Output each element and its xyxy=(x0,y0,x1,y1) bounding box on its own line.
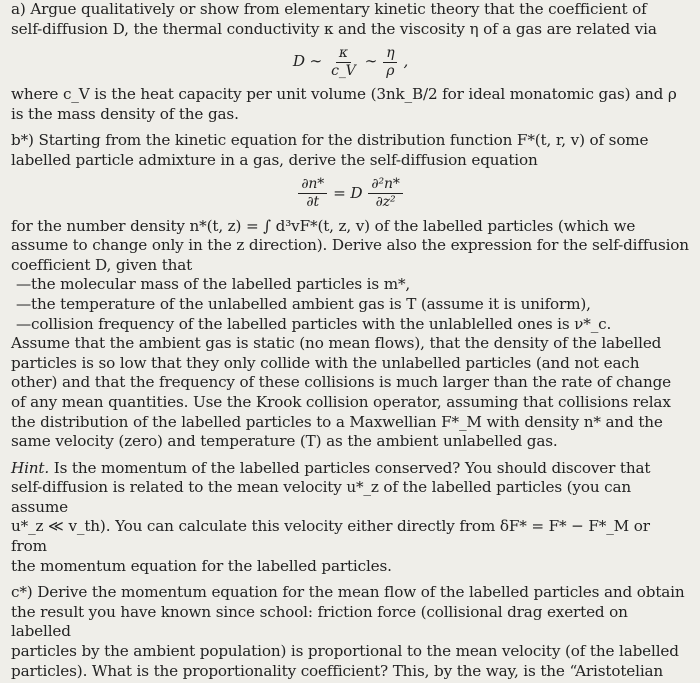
part-a-line-2: self-diffusion D, the thermal conductivity κ and the viscosity η of a gas are related via xyxy=(11,19,657,38)
denominator: c_V xyxy=(331,62,356,79)
hint-label: Hint. xyxy=(11,458,50,477)
part-a-line-4: is the mass density of the gas. xyxy=(11,104,239,123)
part-b-line-9: of any mean quantities. Use the Krook collision operator, assuming that collisions relax xyxy=(11,392,671,411)
numerator: κ xyxy=(336,45,351,63)
hint xyxy=(11,459,690,577)
part-c-line-1: c*) Derive the momentum equation for the mean flow of the labelled particles and obtain xyxy=(11,583,685,602)
part-b-line-4: assume to change only in the z direction). Derive also the expression for the self-diffusion xyxy=(11,236,689,255)
part-c-line-4: particles). What is the proportionality coefficient? This, by the way, is the “Aristotelian xyxy=(11,661,664,680)
eq-mid: = D xyxy=(333,183,363,202)
given-item-collision-frequency: —collision frequency of the labelled particles with the unlablelled ones is ν*_c. xyxy=(16,314,612,333)
given-item-mass: —the molecular mass of the labelled particles is m*, xyxy=(16,275,411,294)
part-b-line-3: for the number density n*(t, z) = ∫ d³vF*(t, z, v) of the labelled particles (which we xyxy=(11,216,636,235)
part-b-line-8: other) and that the frequency of these collisions is much larger than the rate of change xyxy=(11,373,671,392)
numerator: ∂²n* xyxy=(368,176,402,194)
eq-end: , xyxy=(403,52,409,71)
fraction-eta-over-rho xyxy=(383,45,397,80)
hint-line-1 xyxy=(11,459,690,479)
part-b-line-6: Assume that the ambient gas is static (no mean flows), that the density of the labelled xyxy=(11,334,662,353)
hint-line-3: u*_z ≪ v_th). You can calculate this velocity either directly from δF* = F* − F*_M or from xyxy=(11,517,650,556)
eq-sim: ∼ xyxy=(364,52,378,71)
part-c-line-2: the result you have known since school: friction force (collisional drag exerted on labelled xyxy=(11,602,628,641)
part-b xyxy=(11,131,690,451)
part-a-line-3: where c_V is the heat capacity per unit volume (3nk_B/2 for ideal monatomic gas) and ρ xyxy=(11,85,677,104)
part-a-line-1: a) Argue qualitatively or show from elementary kinetic theory that the coefficient of xyxy=(11,0,647,18)
part-c xyxy=(11,583,690,681)
part-b-line-7: particles is so low that they only collide with the unlabelled particles (and not each xyxy=(11,353,640,372)
hint-line-4: the momentum equation for the labelled particles. xyxy=(11,556,392,575)
part-b-line-2: labelled particle admixture in a gas, derive the self-diffusion equation xyxy=(11,150,538,169)
equation-transport-relation xyxy=(11,39,690,85)
fraction-d2n-dz2 xyxy=(368,176,402,211)
equation-self-diffusion xyxy=(11,171,690,217)
part-a xyxy=(11,0,690,124)
denominator: ∂t xyxy=(306,194,319,211)
eq-lhs: D ∼ xyxy=(292,52,323,71)
part-c-line-3: particles by the ambient population) is proportional to the mean velocity (of the labelled xyxy=(11,642,679,661)
denominator: ρ xyxy=(386,62,395,79)
denominator: ∂z² xyxy=(375,194,396,211)
numerator: ∂n* xyxy=(298,176,327,194)
numerator: η xyxy=(383,45,397,63)
part-b-line-11: same velocity (zero) and temperature (T) as the ambient unlabelled gas. xyxy=(11,432,558,451)
part-b-line-1: b*) Starting from the kinetic equation for the distribution function F*(t, r, v) of some xyxy=(11,131,649,150)
fraction-kappa-over-cv xyxy=(328,45,359,80)
hint-text-1: Is the momentum of the labelled particles conserved? You should discover that xyxy=(53,458,651,477)
part-b-line-5: coefficient D, given that xyxy=(11,255,193,274)
hint-line-2: self-diffusion is related to the mean velocity u*_z of the labelled particles (you can assume xyxy=(11,478,632,516)
part-b-line-10: the distribution of the labelled particles to a Maxwellian F*_M with density n* and the xyxy=(11,412,663,431)
fraction-dn-dt xyxy=(298,176,327,211)
given-item-temperature: —the temperature of the unlabelled ambient gas is T (assume it is uniform), xyxy=(16,294,591,313)
